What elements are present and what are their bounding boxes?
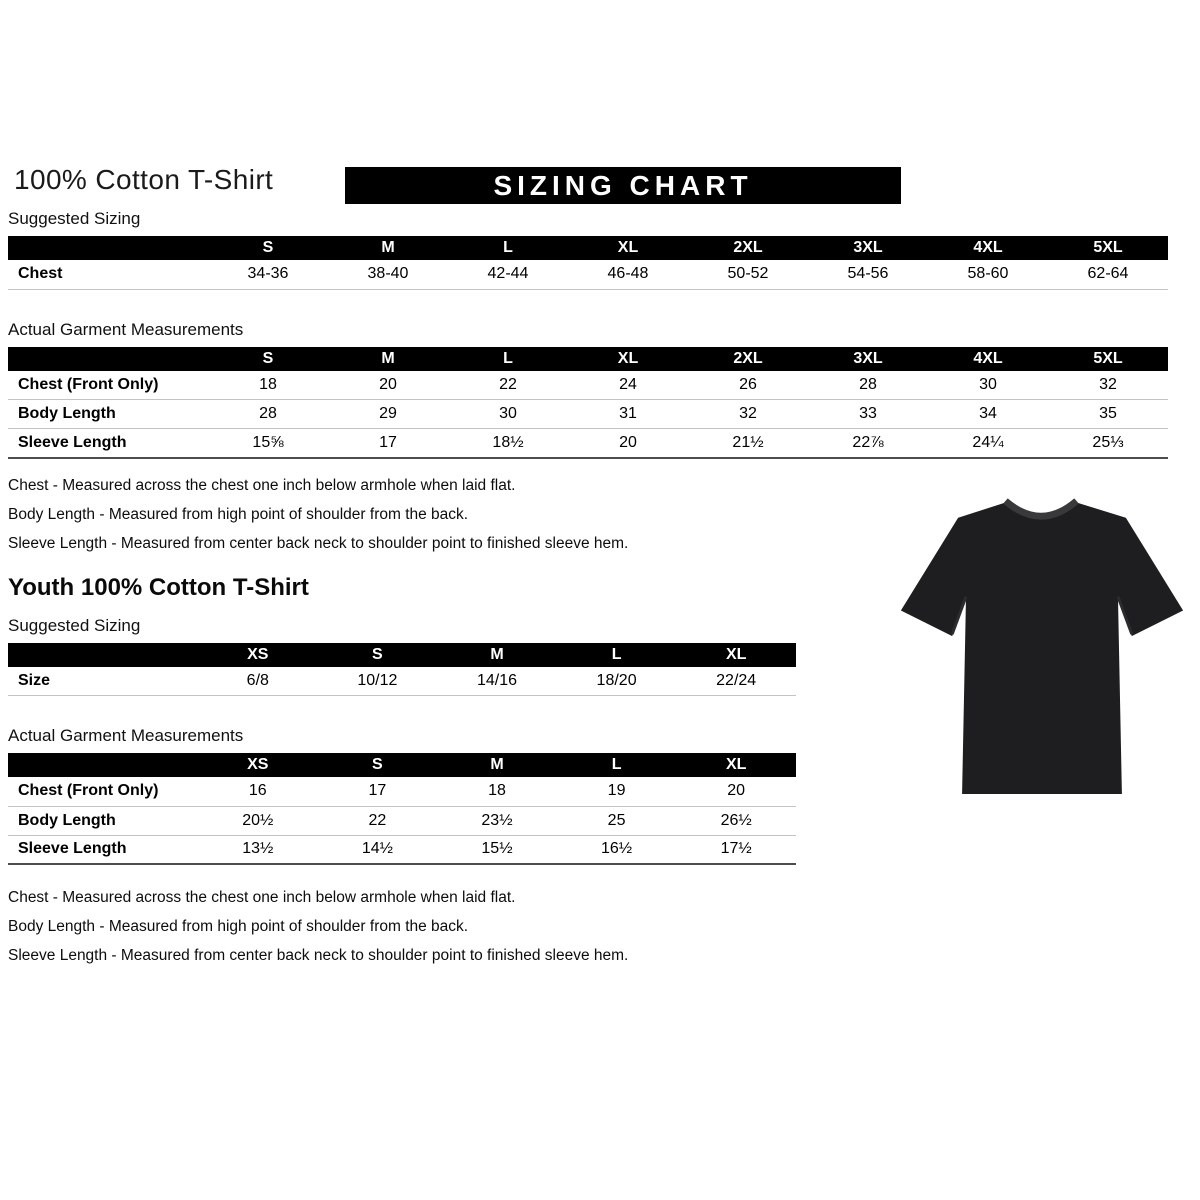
size-column-header: 5XL [1048,347,1168,371]
size-column-header: XL [676,643,796,667]
tshirt-image [893,474,1189,814]
measurement-value: 14/16 [476,671,517,689]
measurement-value: 20½ [242,811,274,829]
measurement-value: 29 [379,405,397,422]
measurement-value: 13½ [242,840,274,858]
tshirt-body [901,502,1183,794]
size-header-row [8,753,796,777]
measurement-value: 20 [727,782,746,800]
table-row [8,667,796,696]
measurement-value: 26½ [720,811,752,829]
youth-garment-measurements-table [8,753,796,865]
measurement-value: 14½ [361,840,393,858]
measurement-value: 16 [248,782,267,800]
size-column-header: 3XL [808,347,928,371]
page-title: 100% Cotton T-Shirt [14,164,274,195]
measurement-value: 15⅝ [252,433,284,451]
row-label: Chest (Front Only) [18,375,159,393]
note-body-length: Body Length - Measured from high point of shoulder from the back. [8,918,469,935]
youth-measurement-notes [8,883,1192,970]
size-column-header: XL [676,753,796,777]
table-row [8,806,796,835]
measurement-value: 32 [739,405,757,422]
measurement-value: 34-36 [247,265,289,283]
measurement-value: 18/20 [596,671,637,689]
row-label: Body Length [18,811,116,829]
measurement-value: 20 [379,375,397,393]
note-body-length: Body Length - Measured from high point of shoulder from the back. [8,505,469,523]
row-label: Size [18,671,51,689]
size-column-header: L [448,347,568,371]
size-column-header: XL [568,347,688,371]
adult-garment-measurements-label: Actual Garment Measurements [8,319,244,339]
measurement-value: 50-52 [727,265,769,283]
size-header-row [8,347,1168,371]
size-header-row [8,643,796,667]
size-column-header: L [557,753,677,777]
size-column-header: 4XL [928,236,1048,260]
size-column-header: XS [198,643,318,667]
row-label: Chest [18,265,63,283]
note-chest: Chest - Measured across the chest one inch below armhole when laid flat. [8,476,516,494]
note-sleeve-length: Sleeve Length - Measured from center back neck to shoulder point to finished sleeve hem. [8,947,629,964]
measurement-value: 34 [979,405,997,422]
measurement-value: 18 [488,782,506,800]
measurement-value: 46-48 [607,265,649,283]
size-column-header: S [208,236,328,260]
measurement-value: 22 [368,811,387,829]
size-column-header: 2XL [688,236,808,260]
size-column-header: 4XL [928,347,1048,371]
measurement-value: 6/8 [246,671,269,689]
measurement-value: 33 [859,405,877,422]
sizing-chart-banner: SIZING CHART [345,167,901,204]
adult-suggested-sizing-table [8,236,1168,290]
youth-section-title: Youth 100% Cotton T-Shirt [8,573,309,601]
adult-garment-measurements-table [8,347,1168,459]
table-row [8,777,796,806]
measurement-value: 22/24 [716,671,757,689]
row-label-header [8,753,198,777]
row-label: Body Length [18,405,116,422]
size-column-header: S [318,753,438,777]
measurement-value: 25⅓ [1092,433,1124,451]
measurement-value: 30 [499,405,517,422]
measurement-value: 10/12 [357,671,398,689]
youth-suggested-sizing-table [8,643,796,697]
youth-garment-measurements-label: Actual Garment Measurements [8,726,244,745]
measurement-value: 18½ [492,433,524,451]
measurement-value: 19 [607,782,626,800]
row-label: Sleeve Length [18,433,127,451]
measurement-value: 26 [739,375,757,393]
measurement-value: 62-64 [1087,265,1129,283]
measurement-value: 16½ [601,840,633,858]
measurement-value: 24 [619,375,637,393]
measurement-value: 21½ [732,433,764,451]
size-column-header: L [557,643,677,667]
size-column-header: 5XL [1048,236,1168,260]
size-header-row [8,236,1168,260]
row-label-header [8,347,208,371]
size-column-header: XS [198,753,318,777]
measurement-value: 22⅞ [852,433,884,451]
measurement-value: 15½ [481,840,513,858]
size-column-header: M [437,643,557,667]
table-row [8,835,796,864]
size-column-header: M [328,347,448,371]
measurement-value: 24¼ [972,433,1004,451]
measurement-value: 28 [259,405,277,422]
table-row [8,429,1168,458]
measurement-value: 58-60 [967,265,1009,283]
adult-suggested-sizing-label: Suggested Sizing [8,209,141,228]
measurement-value: 18 [259,375,277,393]
note-sleeve-length: Sleeve Length - Measured from center back neck to shoulder point to finished sleeve hem. [8,534,629,552]
size-column-header: 3XL [808,236,928,260]
size-column-header: S [318,643,438,667]
measurement-value: 32 [1099,375,1117,393]
measurement-value: 54-56 [847,265,889,283]
measurement-value: 17 [379,433,397,451]
size-column-header: M [437,753,557,777]
size-column-header: XL [568,236,688,260]
measurement-value: 22 [499,375,517,393]
measurement-value: 20 [619,433,637,451]
row-label: Chest (Front Only) [18,782,159,800]
youth-suggested-sizing-label: Suggested Sizing [8,615,141,635]
table-row [8,400,1168,429]
measurement-value: 38-40 [367,265,409,283]
measurement-value: 30 [979,375,997,393]
size-column-header: L [448,236,568,260]
size-column-header: S [208,347,328,371]
measurement-value: 31 [619,405,637,422]
measurement-value: 17½ [720,840,752,858]
row-label-header [8,236,208,260]
measurement-value: 42-44 [487,265,529,283]
table-row [8,371,1168,400]
measurement-value: 35 [1099,405,1117,422]
note-chest: Chest - Measured across the chest one inch below armhole when laid flat. [8,889,516,906]
size-column-header: 2XL [688,347,808,371]
measurement-value: 25 [607,811,626,829]
row-label-header [8,643,198,667]
table-row [8,260,1168,289]
row-label: Sleeve Length [18,840,127,858]
measurement-value: 23½ [481,811,513,829]
measurement-value: 17 [368,782,387,800]
size-column-header: M [328,236,448,260]
measurement-value: 28 [859,375,877,393]
